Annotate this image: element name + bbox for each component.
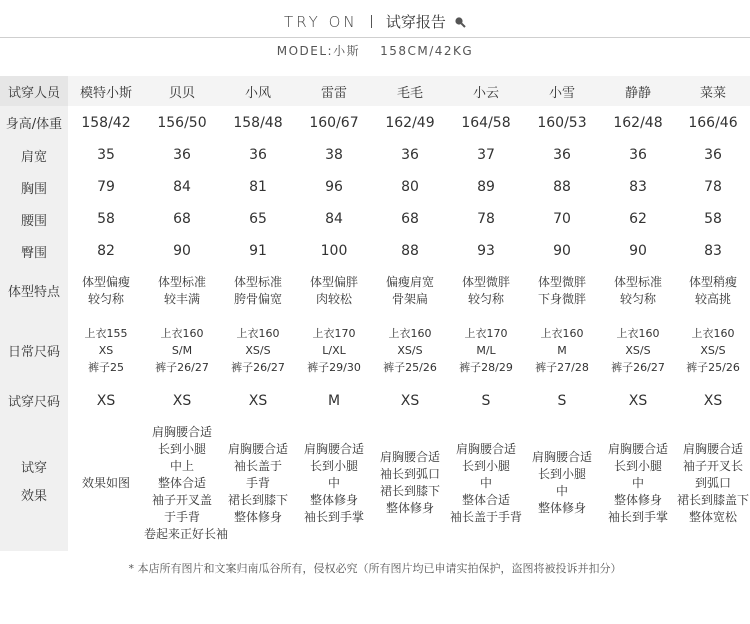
detail-cell (220, 314, 296, 386)
measure-cell: 83 (704, 243, 722, 259)
row-label: 试穿尺码 (0, 386, 68, 415)
detail-line: 袖子开叉长 (682, 458, 743, 473)
detail-cell (676, 267, 750, 314)
detail-line: 肉较松 (315, 291, 352, 306)
detail-line: 裙长到膝盖下 (676, 492, 749, 507)
detail-line: 上衣160 (160, 326, 204, 340)
measure-cell: 36 (629, 147, 647, 163)
detail-cell (448, 415, 524, 551)
detail-line: 中 (555, 484, 568, 498)
detail-line: 于手背 (163, 509, 200, 524)
detail-cell (372, 314, 448, 386)
detail-line: 上衣160 (388, 326, 432, 340)
person-name: 小风 (244, 85, 271, 101)
detail-line: 骨架扁 (391, 291, 428, 306)
detail-line: 裙长到膝下 (379, 484, 440, 498)
detail-line: 下身微胖 (537, 291, 586, 306)
header-separator (371, 15, 372, 28)
size-cell: S (557, 392, 567, 409)
detail-line: 较匀称 (467, 291, 504, 306)
measure-cell: 36 (173, 147, 191, 163)
table-row (0, 386, 750, 415)
measure-cell: 80 (401, 179, 419, 195)
detail-line: 偏瘦肩宽 (385, 274, 434, 289)
row-label: 肩宽 (0, 139, 68, 171)
size-cell: XS (248, 392, 268, 409)
size-cell: M (327, 392, 341, 409)
model-stats: 158CM/42KG (380, 44, 474, 58)
try-on-table (0, 76, 750, 551)
measure-cell: 164/58 (461, 114, 511, 131)
measure-cell: 62 (629, 211, 647, 227)
measure-cell: 156/50 (157, 114, 207, 131)
measure-cell: 90 (629, 243, 647, 259)
detail-cell (68, 267, 144, 314)
measure-cell: 78 (704, 179, 722, 195)
detail-line: 整体宽松 (688, 509, 737, 524)
measure-cell: 88 (553, 179, 571, 195)
table-row (0, 267, 750, 314)
table-row (0, 415, 750, 551)
measure-cell: 70 (553, 211, 571, 227)
detail-cell (448, 267, 524, 314)
detail-line: 上衣170 (312, 326, 356, 340)
detail-line: 上衣170 (464, 326, 508, 340)
detail-line: 整体修身 (309, 492, 358, 507)
detail-line: 裤子25/26 (383, 360, 437, 374)
detail-line: 较匀称 (87, 291, 124, 306)
detail-line: 体型标准 (233, 274, 282, 289)
table-row (0, 139, 750, 171)
measure-cell: 93 (477, 243, 495, 259)
size-cell: XS (96, 392, 116, 409)
person-name: 小云 (472, 85, 499, 101)
person-name: 毛毛 (396, 85, 423, 101)
detail-line: 中 (327, 475, 340, 490)
detail-line: 较高挑 (694, 291, 731, 306)
detail-line: 裙长到膝下 (227, 492, 288, 507)
size-cell: XS (400, 392, 420, 409)
detail-cell (68, 314, 144, 386)
detail-line: 肩胸腰合适 (682, 441, 743, 456)
detail-line: XS/S (700, 343, 726, 357)
measure-cell: 89 (477, 179, 495, 195)
size-cell: S (481, 392, 491, 409)
detail-cell (524, 267, 600, 314)
measure-cell: 36 (553, 147, 571, 163)
detail-line: 长到小腿 (309, 458, 358, 473)
detail-line: 体型微胖 (461, 274, 510, 289)
detail-cell (600, 314, 676, 386)
detail-line: 袖长到手掌 (303, 509, 364, 524)
detail-line: M/L (476, 343, 496, 357)
measure-cell: 83 (629, 179, 647, 195)
detail-line: 上衣160 (540, 326, 584, 340)
header-divider (0, 37, 750, 38)
table-row (0, 106, 750, 139)
measure-cell: 84 (173, 179, 191, 195)
detail-line: 肩胸腰合适 (455, 441, 516, 456)
detail-cell (144, 415, 229, 551)
detail-cell (68, 415, 144, 551)
detail-line: 肩胸腰合适 (151, 424, 212, 439)
measure-cell: 88 (401, 243, 419, 259)
measure-cell: 36 (401, 147, 419, 163)
detail-line: 较丰满 (163, 291, 200, 306)
detail-line: 上衣160 (691, 326, 735, 340)
detail-line: 袖长到手掌 (607, 509, 668, 524)
measure-cell: 160/53 (537, 114, 587, 131)
row-label: 身高/体重 (0, 106, 68, 139)
measure-cell: 90 (173, 243, 191, 259)
detail-line: 长到小腿 (613, 458, 662, 473)
measure-cell: 37 (477, 147, 495, 163)
person-name: 静静 (624, 85, 651, 101)
measure-cell: 82 (97, 243, 115, 259)
detail-line: 裤子26/27 (611, 360, 665, 374)
detail-line: 裤子29/30 (307, 360, 361, 374)
measure-cell: 38 (325, 147, 343, 163)
measure-cell: 162/48 (613, 114, 663, 131)
detail-line: 整体合适 (461, 492, 510, 507)
measure-cell: 100 (320, 243, 348, 259)
detail-line: 裤子26/27 (155, 360, 209, 374)
detail-line: 整体修身 (385, 501, 434, 515)
detail-cell (296, 267, 372, 314)
row-label: 日常尺码 (0, 314, 68, 386)
measure-cell: 36 (704, 147, 722, 163)
detail-line: 到弧口 (694, 475, 731, 490)
detail-cell (600, 415, 676, 551)
size-cell: XS (172, 392, 192, 409)
measure-cell: 68 (173, 211, 191, 227)
measure-cell: 68 (401, 211, 419, 227)
measure-cell: 158/48 (233, 114, 283, 131)
detail-cell (676, 415, 750, 551)
detail-line: 袖长盖于手背 (449, 509, 522, 524)
measure-cell: 90 (553, 243, 571, 259)
effect-label-line: 试穿 (20, 461, 47, 476)
size-cell: XS (628, 392, 648, 409)
detail-line: 肩胸腰合适 (379, 450, 440, 464)
detail-line: 肩胸腰合适 (607, 441, 668, 456)
table-row (0, 171, 750, 203)
detail-line: 裤子25/26 (686, 360, 740, 374)
measure-cell: 84 (325, 211, 343, 227)
measure-cell: 81 (249, 179, 267, 195)
detail-cell (372, 267, 448, 314)
detail-line: 体型偏胖 (309, 274, 358, 289)
detail-line: 袖长到弧口 (379, 467, 440, 481)
person-name: 贝贝 (168, 85, 195, 101)
detail-line: 体型稍瘦 (688, 274, 737, 289)
detail-line: 肩胸腰合适 (227, 441, 288, 456)
detail-cell (372, 415, 448, 551)
measure-cell: 166/46 (688, 114, 738, 131)
detail-line: 长到小腿 (537, 467, 586, 481)
detail-line: XS (98, 343, 114, 357)
detail-line: XS/S (245, 343, 271, 357)
report-header (0, 0, 750, 40)
row-label: 胸围 (0, 171, 68, 203)
detail-line: 效果如图 (81, 475, 130, 490)
detail-line: 中 (631, 475, 644, 490)
detail-line: 卷起来正好长袖 (144, 526, 229, 541)
detail-line: 肩胸腰合适 (531, 450, 592, 464)
detail-line: 体型偏瘦 (81, 274, 130, 289)
detail-line: 上衣160 (616, 326, 660, 340)
detail-line: 上衣155 (84, 326, 128, 340)
detail-cell (524, 415, 600, 551)
measure-cell: 96 (325, 179, 343, 195)
detail-cell (524, 314, 600, 386)
measure-cell: 78 (477, 211, 495, 227)
model-name: MODEL:小斯 (276, 44, 361, 58)
detail-line: 长到小腿 (461, 458, 510, 473)
detail-cell (296, 314, 372, 386)
detail-line: 整体修身 (613, 492, 662, 507)
measure-cell: 79 (97, 179, 115, 195)
detail-line: 中 (479, 475, 492, 490)
header-title-row (0, 11, 750, 32)
detail-line: 手背 (245, 475, 270, 490)
detail-line: L/XL (322, 343, 346, 357)
detail-line: 整体修身 (233, 509, 282, 524)
detail-line: 中上 (169, 458, 194, 473)
measure-cell: 158/42 (81, 114, 131, 131)
detail-line: 体型标准 (157, 274, 206, 289)
detail-cell (144, 314, 220, 386)
detail-cell (144, 267, 220, 314)
detail-cell (296, 415, 372, 551)
measure-cell: 162/49 (385, 114, 435, 131)
effect-label-line: 效果 (20, 489, 47, 504)
search-icon (454, 13, 466, 25)
detail-line: 袖子开叉盖 (151, 492, 212, 507)
person-name: 模特小斯 (79, 85, 132, 101)
table-row (0, 235, 750, 267)
table-row (0, 314, 750, 386)
detail-line: 裤子28/29 (459, 360, 513, 374)
measure-cell: 35 (97, 147, 115, 163)
report-title: 试穿报告 (385, 13, 446, 31)
table-row (0, 76, 750, 106)
row-label (0, 415, 68, 551)
copyright-notice: * 本店所有图片和文案归南瓜谷所有，侵权必究（所有图片均已申请实拍保护，盗图将被投诉并扣分） (128, 562, 622, 575)
detail-line: 整体修身 (537, 501, 586, 515)
size-cell: XS (703, 392, 723, 409)
row-label: 腰围 (0, 203, 68, 235)
detail-line: 长到小腿 (157, 441, 206, 456)
try-on-heading: TRY ON (284, 13, 358, 31)
detail-line: M (557, 343, 567, 357)
measure-cell: 58 (97, 211, 115, 227)
detail-cell (448, 314, 524, 386)
person-name: 菜菜 (699, 85, 726, 101)
detail-cell (600, 267, 676, 314)
measure-cell: 36 (249, 147, 267, 163)
model-info (0, 42, 750, 59)
row-label: 体型特点 (0, 267, 68, 314)
measure-cell: 58 (704, 211, 722, 227)
detail-cell (676, 314, 750, 386)
detail-line: 较匀称 (619, 291, 656, 306)
row-label: 臀围 (0, 235, 68, 267)
detail-line: 肩胸腰合适 (303, 441, 364, 456)
detail-line: 裤子25 (88, 360, 124, 374)
detail-line: 裤子26/27 (231, 360, 285, 374)
detail-cell (220, 415, 296, 551)
detail-line: 体型标准 (613, 274, 662, 289)
detail-line: 整体合适 (157, 475, 206, 490)
table-row (0, 203, 750, 235)
detail-line: 上衣160 (236, 326, 280, 340)
detail-line: 体型微胖 (537, 274, 586, 289)
person-name: 小雪 (548, 85, 575, 101)
detail-line: 胯骨偏宽 (233, 291, 282, 306)
detail-cell (220, 267, 296, 314)
measure-cell: 65 (249, 211, 267, 227)
person-name: 雷雷 (320, 85, 347, 101)
detail-line: 裤子27/28 (535, 360, 589, 374)
detail-line: 袖长盖于 (233, 458, 282, 473)
detail-line: XS/S (397, 343, 423, 357)
measure-cell: 91 (249, 243, 267, 259)
detail-line: XS/S (625, 343, 651, 357)
measure-cell: 160/67 (309, 114, 359, 131)
detail-line: S/M (171, 343, 193, 357)
corner-label: 试穿人员 (0, 76, 68, 106)
